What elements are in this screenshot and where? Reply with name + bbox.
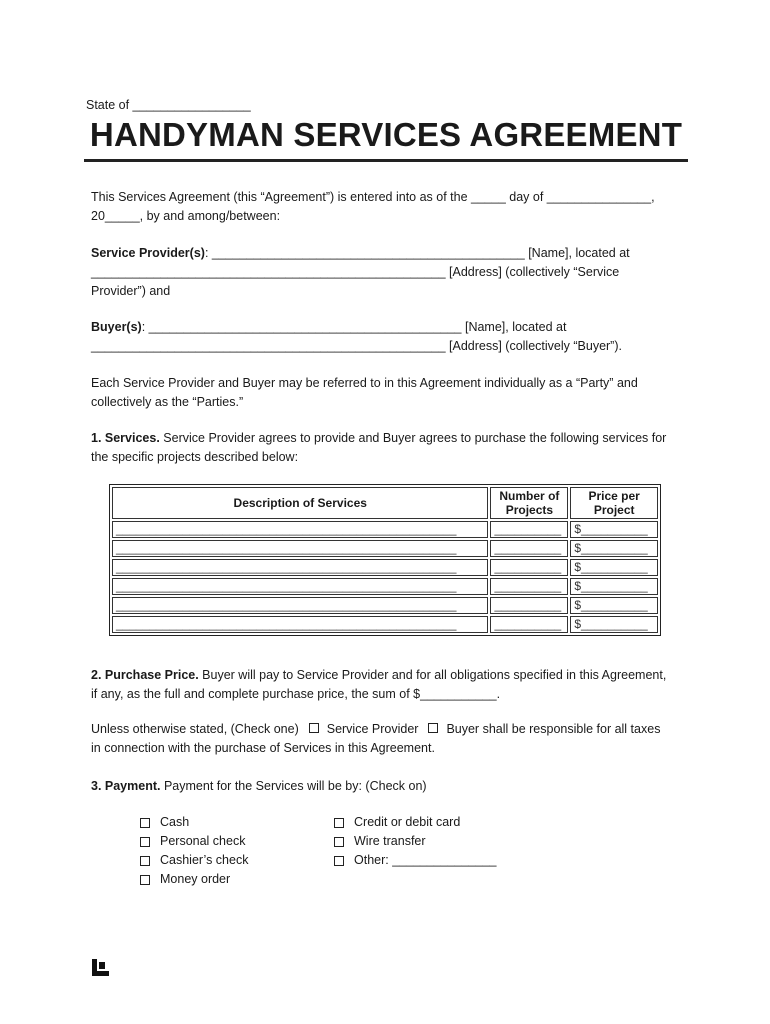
number-cell[interactable]: __________ (490, 616, 568, 633)
purchase-price-heading: 2. Purchase Price. (91, 668, 199, 682)
buyer-name-line: : _____________________________________________ [Name], located at (141, 320, 567, 334)
col-number-header: Number of Projects (490, 487, 568, 519)
payment-option-wire[interactable] (334, 832, 497, 851)
description-cell[interactable]: ___________________________________________________ (112, 559, 488, 576)
payment-option-card[interactable] (334, 813, 497, 832)
checkbox-icon[interactable] (140, 875, 150, 885)
payment-option-cash[interactable] (140, 813, 248, 832)
price-cell[interactable]: $__________ (570, 616, 658, 633)
table-row (112, 521, 658, 538)
service-provider-block (91, 244, 681, 301)
payment-option-label: Wire transfer (354, 834, 426, 848)
payment-option-label: Cashier’s check (160, 853, 249, 867)
table-row (112, 597, 658, 614)
table-row (112, 540, 658, 557)
checkbox-icon[interactable] (334, 856, 344, 866)
state-line: State of _________________ (86, 98, 251, 112)
taxes-option-provider: Service Provider (326, 722, 419, 736)
services-section (91, 429, 681, 467)
payment-option-personal-check[interactable] (140, 832, 248, 851)
parties-paragraph (91, 374, 681, 412)
checkbox-icon[interactable] (140, 818, 150, 828)
description-cell[interactable]: ___________________________________________________ (112, 540, 488, 557)
payment-option-money-order[interactable] (140, 870, 248, 889)
parties-line-2: collectively as the “Parties.” (91, 395, 244, 409)
table-row (112, 578, 658, 595)
price-cell[interactable]: $__________ (570, 578, 658, 595)
description-cell[interactable]: ___________________________________________________ (112, 616, 488, 633)
parties-line-1: Each Service Provider and Buyer may be referred to in this Agreement individually as a “Party” and (91, 376, 638, 390)
buyer-checkbox[interactable] (428, 723, 438, 733)
number-cell[interactable]: __________ (490, 521, 568, 538)
services-table-header (112, 487, 658, 519)
intro-line-1: This Services Agreement (this “Agreement”) is entered into as of the _____ day of _______________, (91, 190, 655, 204)
payment-option-label: Cash (160, 815, 190, 829)
number-cell[interactable]: __________ (490, 578, 568, 595)
taxes-option-buyer: Buyer shall be responsible for all taxes (446, 722, 661, 736)
taxes-prefix: Unless otherwise stated, (Check one) (91, 722, 299, 736)
buyer-label: Buyer(s) (91, 320, 142, 334)
checkbox-icon[interactable] (140, 837, 150, 847)
checkbox-icon[interactable] (334, 818, 344, 828)
purchase-price-line-1: Buyer will pay to Service Provider and for all obligations specified in this Agreement, (198, 668, 667, 682)
number-cell[interactable]: __________ (490, 540, 568, 557)
payment-option-label: Personal check (160, 834, 246, 848)
payment-option-other[interactable] (334, 851, 497, 870)
buyer-block (91, 318, 681, 356)
payment-option-label: Other: _______________ (354, 853, 497, 867)
col-description-header: Description of Services (112, 487, 488, 519)
service-provider-label: Service Provider(s) (91, 246, 205, 260)
number-cell[interactable]: __________ (490, 597, 568, 614)
payment-section (91, 777, 681, 796)
service-provider-collective: Provider”) and (91, 284, 171, 298)
col-price-header: Price per Project (570, 487, 658, 519)
intro-paragraph (91, 188, 681, 226)
taxes-section (91, 720, 681, 758)
services-line-2: the specific projects described below: (91, 450, 299, 464)
intro-line-2: 20_____, by and among/between: (91, 209, 281, 223)
service-provider-checkbox[interactable] (309, 723, 319, 733)
price-cell[interactable]: $__________ (570, 559, 658, 576)
taxes-line-2: in connection with the purchase of Services in this Agreement. (91, 741, 435, 755)
payment-option-cashiers-check[interactable] (140, 851, 248, 870)
payment-options-right (334, 813, 497, 870)
services-heading: 1. Services. (91, 431, 160, 445)
services-line-1: Service Provider agrees to provide and Buyer agrees to purchase the following services for (159, 431, 667, 445)
price-cell[interactable]: $__________ (570, 540, 658, 557)
checkbox-icon[interactable] (334, 837, 344, 847)
service-provider-name-line: : _____________________________________________ [Name], located at (204, 246, 630, 260)
document-brand-logo-icon (91, 958, 111, 978)
payment-option-label: Money order (160, 872, 231, 886)
buyer-address-line: ___________________________________________________ [Address] (collectively “Buyer”). (91, 339, 622, 353)
payment-option-label: Credit or debit card (354, 815, 461, 829)
payment-heading: 3. Payment. (91, 779, 161, 793)
description-cell[interactable]: ___________________________________________________ (112, 597, 488, 614)
number-cell[interactable]: __________ (490, 559, 568, 576)
description-cell[interactable]: ___________________________________________________ (112, 521, 488, 538)
service-provider-address-line: ___________________________________________________ [Address] (collectively “Service (91, 265, 620, 279)
document-title: HANDYMAN SERVICES AGREEMENT (84, 113, 688, 162)
price-cell[interactable]: $__________ (570, 597, 658, 614)
services-table (109, 484, 661, 636)
description-cell[interactable]: ___________________________________________________ (112, 578, 488, 595)
purchase-price-section (91, 666, 681, 704)
payment-options-left (140, 813, 248, 889)
payment-text: Payment for the Services will be by: (Check on) (160, 779, 427, 793)
table-row (112, 616, 658, 633)
checkbox-icon[interactable] (140, 856, 150, 866)
price-cell[interactable]: $__________ (570, 521, 658, 538)
purchase-price-line-2: if any, as the full and complete purchase price, the sum of $___________. (91, 687, 501, 701)
table-row (112, 559, 658, 576)
